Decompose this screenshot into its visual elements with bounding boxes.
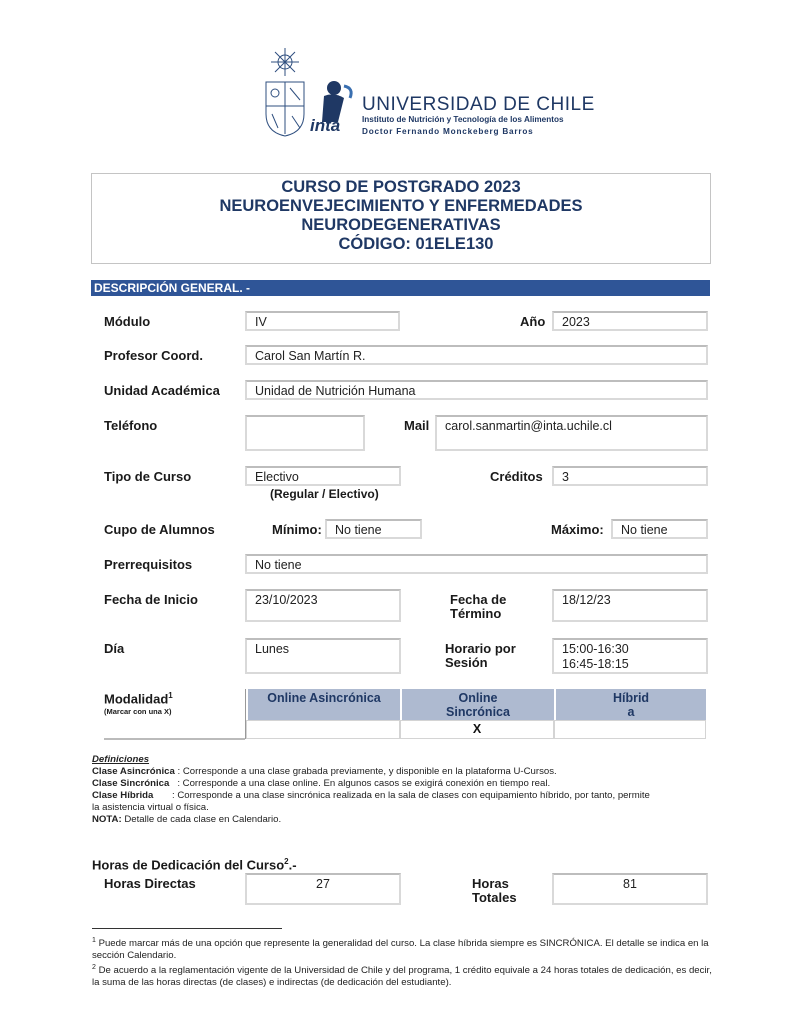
anio-field[interactable]: 2023 xyxy=(552,311,708,331)
course-title-line3: NEURODEGENERATIVAS xyxy=(301,216,501,234)
modalidad-cell-hibrida[interactable] xyxy=(554,720,706,739)
horario-value-1: 15:00-16:30 xyxy=(562,642,629,656)
tipo-label: Tipo de Curso xyxy=(104,469,192,484)
dia-field[interactable]: Lunes xyxy=(245,638,401,674)
university-seal-logo xyxy=(262,46,308,138)
modalidad-left-underline xyxy=(104,738,245,740)
horario-field[interactable] xyxy=(552,638,708,674)
doctor-name: Doctor Fernando Monckeberg Barros xyxy=(362,127,534,136)
inta-wordmark: inta xyxy=(310,116,341,135)
cupo-label: Cupo de Alumnos xyxy=(104,522,215,537)
def-sincronica: Clase Sincrónica : Corresponde a una clase online. En algunos casos se exigirá conexión en tiempo real. xyxy=(92,778,551,789)
mail-label: Mail xyxy=(404,418,430,433)
horario-label-2: Sesión xyxy=(445,655,488,670)
course-title-box xyxy=(91,173,711,264)
course-code: CÓDIGO: 01ELE130 xyxy=(338,235,494,253)
horas-title: Horas de Dedicación del Curso$^2$.- xyxy=(92,857,297,873)
profesor-label: Profesor Coord. xyxy=(104,348,203,363)
def-asincronica: Clase Asincrónica : Corresponde a una clase grabada previamente, y disponible en la plataforma U-Cursos. xyxy=(92,766,557,777)
creditos-label: Créditos xyxy=(490,469,543,484)
horario-value-2: 16:45-18:15 xyxy=(562,657,629,671)
anio-label: Año xyxy=(520,314,546,329)
tipo-field[interactable]: Electivo xyxy=(245,466,401,486)
institute-name: Instituto de Nutrición y Tecnología de los Alimentos xyxy=(362,115,564,124)
telefono-label: Teléfono xyxy=(104,418,158,433)
modulo-label: Módulo xyxy=(104,314,151,329)
termino-label-2: Término xyxy=(450,606,502,621)
modalidad-col-asincronica: Online Asincrónica xyxy=(246,689,400,720)
creditos-field[interactable]: 3 xyxy=(552,466,708,486)
definiciones-title: Definiciones xyxy=(92,754,150,765)
inicio-field[interactable]: 23/10/2023 xyxy=(245,589,401,622)
section-title-bar: DESCRIPCIÓN GENERAL. - xyxy=(91,280,710,296)
cupo-max-field[interactable]: No tiene xyxy=(611,519,708,539)
course-title-line1: CURSO DE POSTGRADO 2023 xyxy=(281,178,521,196)
dia-label: Día xyxy=(104,641,125,656)
tipo-hint: (Regular / Electivo) xyxy=(270,487,379,501)
modalidad-label: Modalidad$^1$ xyxy=(104,691,173,707)
definiciones-block xyxy=(92,754,712,826)
cupo-min-field[interactable]: No tiene xyxy=(325,519,422,539)
modulo-field[interactable]: IV xyxy=(245,311,400,331)
inta-logo xyxy=(310,78,356,136)
profesor-field[interactable]: Carol San Martín R. xyxy=(245,345,708,365)
cupo-max-label: Máximo: xyxy=(551,522,604,537)
prerreq-field[interactable]: No tiene xyxy=(245,554,708,574)
course-title-line2: NEUROENVEJECIMIENTO Y ENFERMEDADES xyxy=(219,197,583,215)
def-hibrida-cont: la asistencia virtual o física. xyxy=(92,802,209,813)
inicio-label: Fecha de Inicio xyxy=(104,592,198,607)
modalidad-cell-sincronica[interactable]: X xyxy=(400,720,554,739)
def-hibrida: Clase Híbrida : Corresponde a una clase sincrónica realizada en la sala de clases con equipamiento híbrido, por tanto, permite xyxy=(92,790,650,801)
prerreq-label: Prerrequisitos xyxy=(104,557,193,572)
modalidad-col-sincronica: Online Sincrónica xyxy=(400,689,554,720)
modalidad-col-hibrida: Híbrid a xyxy=(554,689,706,720)
termino-label-1: Fecha de xyxy=(450,592,507,607)
horas-directas-field[interactable]: 27 xyxy=(245,873,401,905)
footnote-1: $^1$ Puede marcar más de una opción que represente la generalidad del curso. La clase híbrida siempre es SINCRÓNICA. El detalle se indica en la sección Calendario. xyxy=(92,937,709,962)
university-name: UNIVERSIDAD DE CHILE xyxy=(362,94,595,115)
def-nota: NOTA: Detalle de cada clase en Calendario. xyxy=(92,814,282,825)
horas-directas-label: Horas Directas xyxy=(104,876,196,891)
telefono-field[interactable] xyxy=(245,415,365,451)
horas-totales-field[interactable]: 81 xyxy=(552,873,708,905)
horas-totales-label-1: Horas xyxy=(472,876,509,891)
unidad-field[interactable]: Unidad de Nutrición Humana xyxy=(245,380,708,400)
termino-field[interactable]: 18/12/23 xyxy=(552,589,708,622)
modalidad-cell-asincronica[interactable] xyxy=(246,720,400,739)
unidad-label: Unidad Académica xyxy=(104,383,220,398)
horario-label-1: Horario por xyxy=(445,641,516,656)
horas-totales-label-2: Totales xyxy=(472,890,517,905)
mail-field[interactable]: carol.sanmartin@inta.uchile.cl xyxy=(435,415,708,451)
cupo-min-label: Mínimo: xyxy=(272,522,322,537)
modalidad-hint: (Marcar con una X) xyxy=(104,707,172,716)
footnote-divider xyxy=(92,928,282,929)
footnote-2: $^2$ De acuerdo a la reglamentación vigente de la Universidad de Chile y del programa, 1 crédito equivale a 24 horas totales de dedicación, es decir, la suma de las horas directas (de clases) e indirectas (de dedicación del estudiante). xyxy=(92,964,712,989)
